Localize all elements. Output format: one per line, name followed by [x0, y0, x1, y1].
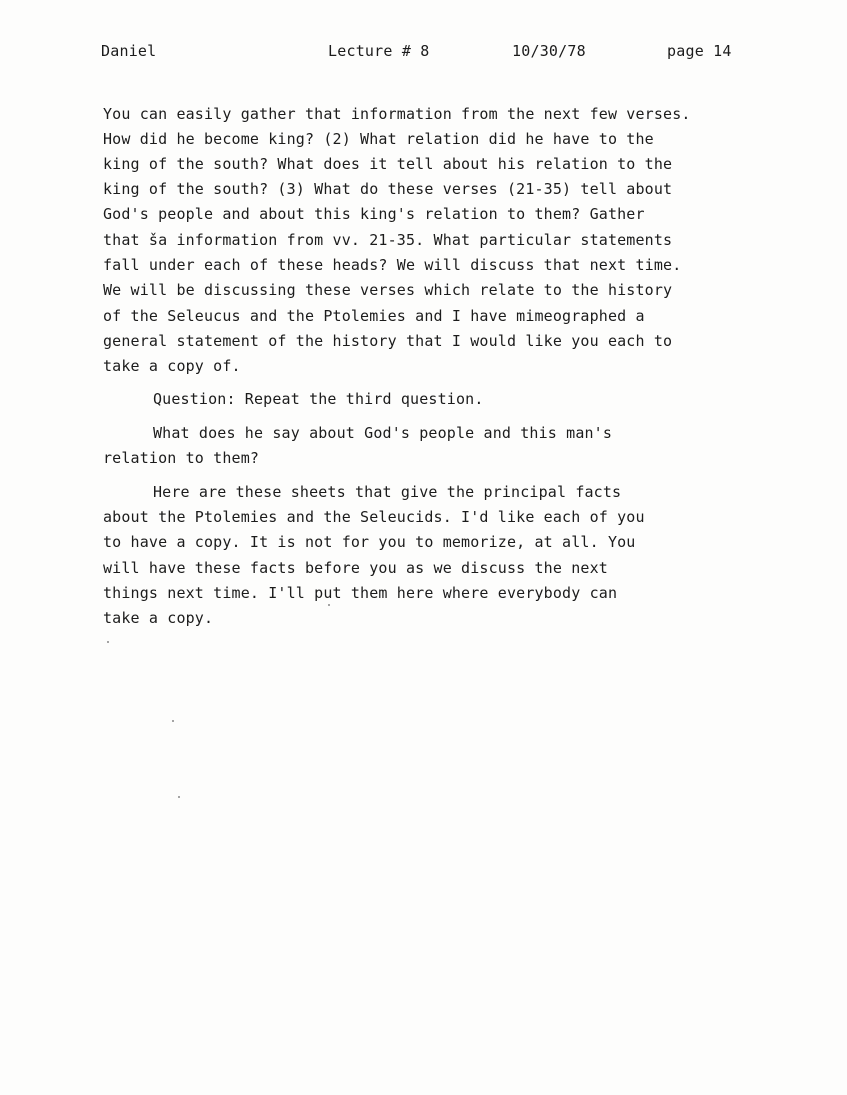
- scan-speck: [328, 604, 330, 606]
- text-line: You can easily gather that information from the next few verses.: [103, 105, 691, 123]
- scan-speck: [107, 641, 109, 643]
- text-line: will have these facts before you as we discuss the next: [103, 559, 608, 577]
- text-line: things next time. I'll put them here where everybody can: [103, 584, 618, 602]
- text-line: How did he become king? (2) What relation did he have to the: [103, 130, 654, 148]
- header-lecture-number: Lecture # 8: [328, 42, 430, 60]
- text-line: king of the south? What does it tell about his relation to the: [103, 155, 673, 173]
- text-line: fall under each of these heads? We will discuss that next time.: [103, 256, 682, 274]
- text-line: Question: Repeat the third question.: [153, 390, 484, 408]
- text-line: to have a copy. It is not for you to memorize, at all. You: [103, 533, 636, 551]
- text-line: of the Seleucus and the Ptolemies and I have mimeographed a: [103, 307, 645, 325]
- text-line: God's people and about this king's relation to them? Gather: [103, 205, 645, 223]
- scan-speck: [172, 720, 174, 722]
- text-line: that ša information from vv. 21-35. What particular statements: [103, 231, 673, 249]
- text-line: take a copy of.: [103, 357, 241, 375]
- text-line: relation to them?: [103, 449, 260, 467]
- text-line: king of the south? (3) What do these verses (21-35) tell about: [103, 180, 673, 198]
- header-series-title: Daniel: [101, 42, 157, 60]
- header-page-number: page 14: [667, 42, 732, 60]
- text-line: general statement of the history that I would like you each to: [103, 332, 673, 350]
- text-line: take a copy.: [103, 609, 214, 627]
- scan-speck: [178, 796, 180, 798]
- header-date: 10/30/78: [512, 42, 586, 60]
- text-line: Here are these sheets that give the principal facts: [153, 483, 622, 501]
- text-line: about the Ptolemies and the Seleucids. I'd like each of you: [103, 508, 645, 526]
- text-line: What does he say about God's people and this man's: [153, 424, 613, 442]
- text-line: We will be discussing these verses which relate to the history: [103, 281, 673, 299]
